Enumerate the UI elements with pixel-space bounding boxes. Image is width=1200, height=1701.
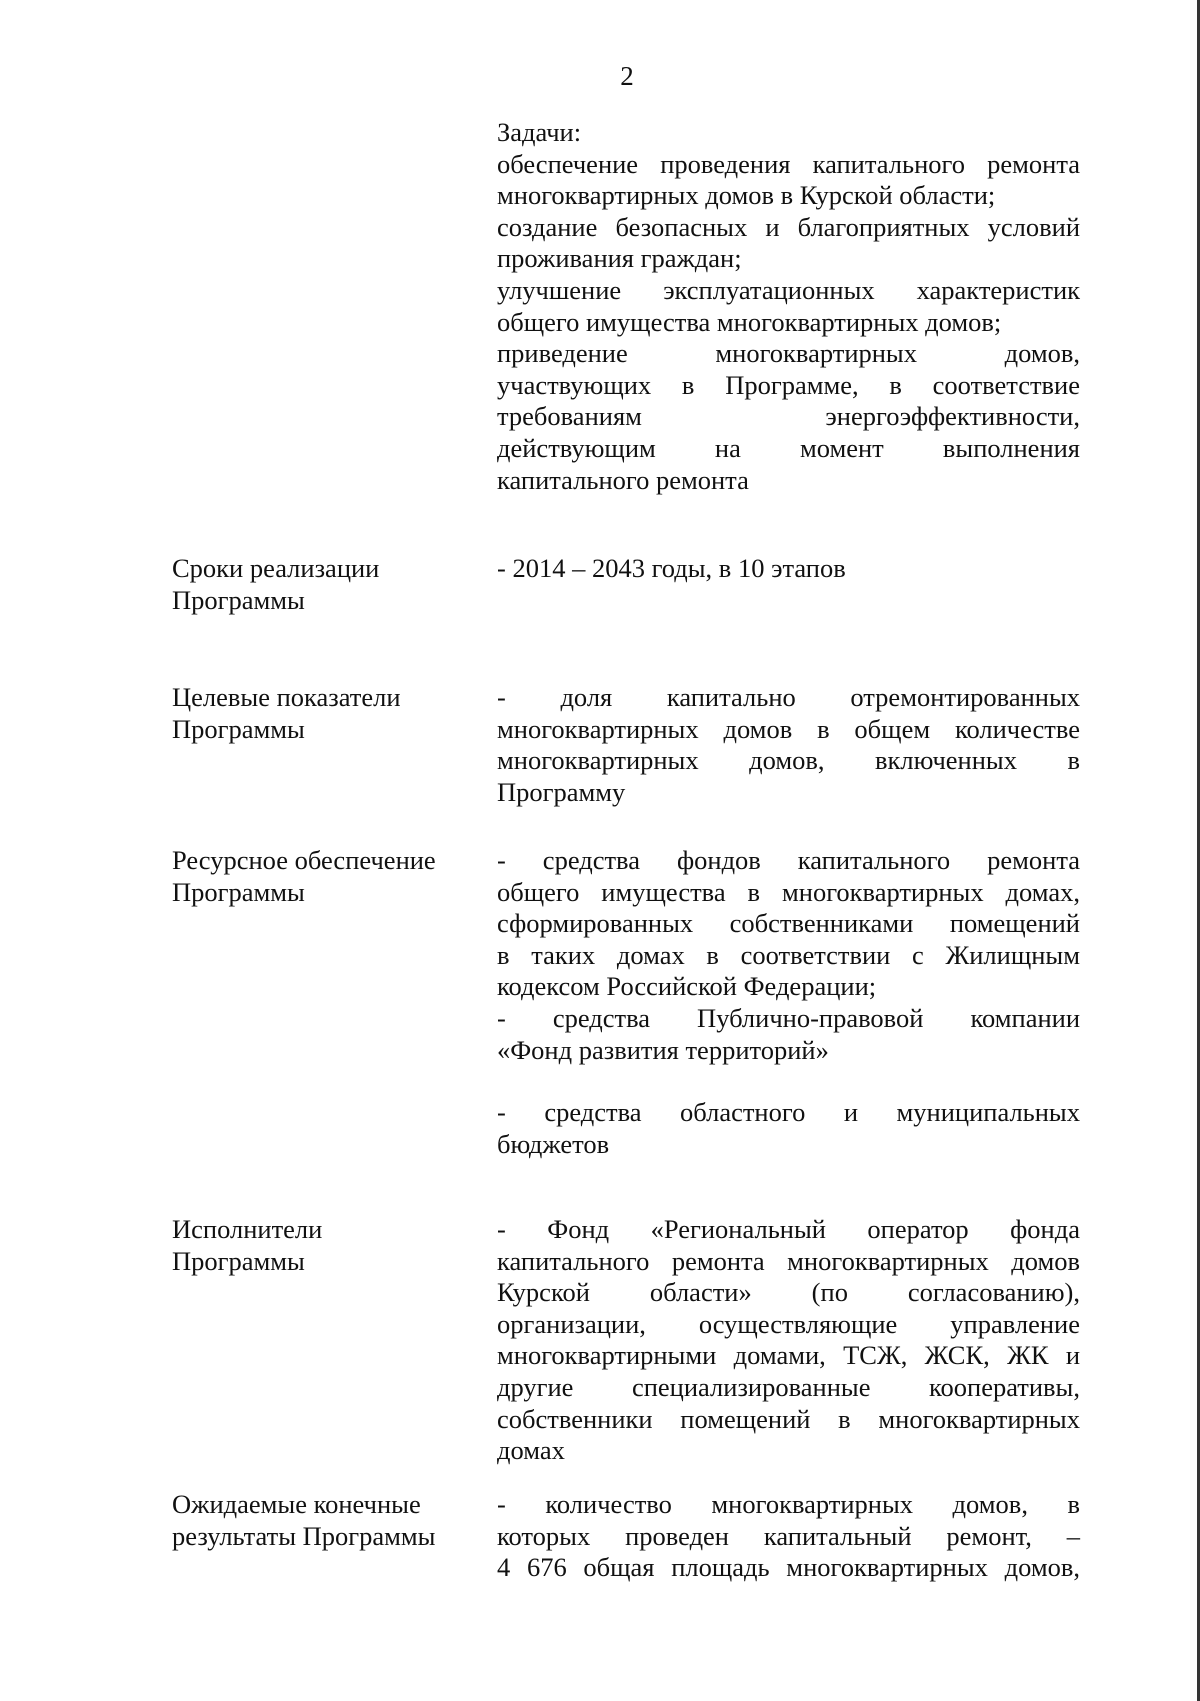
tasks-line: приведение многоквартирных домов, <box>497 338 1080 369</box>
value-line: бюджетов <box>497 1128 610 1159</box>
tasks-line: обеспечение проведения капитального ремонта <box>497 148 1080 179</box>
tasks-line: проживания граждан; <box>497 243 742 274</box>
value-line: - средства областного и муниципальных <box>497 1097 1080 1128</box>
tasks-line: многоквартирных домов в Курской области; <box>497 180 996 211</box>
tasks-line: действующим на момент выполнения <box>497 432 1080 463</box>
value-line: кодексом Российской Федерации; <box>497 971 877 1002</box>
value-line: - средства Публично-правовой компании <box>497 1002 1080 1033</box>
value-line: общего имущества в многоквартирных домах, <box>497 876 1080 907</box>
tasks-line: капитального ремонта <box>497 464 749 495</box>
row-value <box>497 682 1080 808</box>
tasks-line: требованиям энергоэффективности, <box>497 401 1080 432</box>
value-line: сформированных собственниками помещений <box>497 908 1080 939</box>
value-line: многоквартирных домов в общем количестве <box>497 713 1080 744</box>
row-value <box>497 1489 1080 1584</box>
row-value <box>497 845 1080 1160</box>
value-line: «Фонд развития территорий» <box>497 1034 829 1065</box>
value-line: - доля капитально отремонтированных <box>497 682 1080 712</box>
value-line: другие специализированные кооперативы, <box>497 1371 1080 1402</box>
row-value <box>497 553 1080 585</box>
value-line: - 2014 – 2043 годы, в 10 этапов <box>497 553 846 583</box>
row-label <box>172 1214 472 1277</box>
row-label <box>172 1489 472 1552</box>
tasks-line: улучшение эксплуатационных характеристик <box>497 274 1080 305</box>
value-line: - Фонд «Региональный оператор фонда <box>497 1214 1080 1244</box>
value-line: в таких домах в соответствии с Жилищным <box>497 939 1080 970</box>
tasks-section <box>497 117 1080 496</box>
spacer <box>497 1066 1080 1097</box>
row-value <box>497 1214 1080 1467</box>
value-line: Курской области» (по согласованию), <box>497 1277 1080 1308</box>
label-line: Программы <box>172 584 305 615</box>
label-line: Исполнители <box>172 1214 323 1244</box>
value-line: капитального ремонта многоквартирных домов <box>497 1245 1080 1276</box>
tasks-heading: Задачи: <box>497 117 582 147</box>
label-line: результаты Программы <box>172 1520 436 1551</box>
label-line: Программы <box>172 876 305 907</box>
label-line: Программы <box>172 1245 305 1276</box>
value-line: домах <box>497 1435 565 1466</box>
value-line: 4 676 общая площадь многоквартирных домов, <box>497 1552 1080 1583</box>
value-line: организации, осуществляющие управление <box>497 1308 1080 1339</box>
label-line: Целевые показатели <box>172 682 401 712</box>
page-number: 2 <box>620 61 634 91</box>
value-line: которых проведен капитальный ремонт, – <box>497 1520 1080 1551</box>
value-line: многоквартирных домов, включенных в <box>497 745 1080 776</box>
value-line: - количество многоквартирных домов, в <box>497 1489 1080 1519</box>
tasks-line: общего имущества многоквартирных домов; <box>497 306 1002 337</box>
tasks-line: создание безопасных и благоприятных условий <box>497 211 1080 242</box>
label-line: Ресурсное обеспечение <box>172 845 436 875</box>
label-line: Сроки реализации <box>172 553 380 583</box>
row-label <box>172 845 472 908</box>
row-label <box>172 553 472 616</box>
value-line: многоквартирными домами, ТСЖ, ЖСК, ЖК и <box>497 1340 1080 1371</box>
tasks-line: участвующих в Программе, в соответствие <box>497 369 1080 400</box>
value-line: Программу <box>497 776 626 807</box>
row-label <box>172 682 472 745</box>
label-line: Программы <box>172 713 305 744</box>
value-line: собственники помещений в многоквартирных <box>497 1403 1080 1434</box>
value-line: - средства фондов капитального ремонта <box>497 845 1080 875</box>
label-line: Ожидаемые конечные <box>172 1489 421 1519</box>
